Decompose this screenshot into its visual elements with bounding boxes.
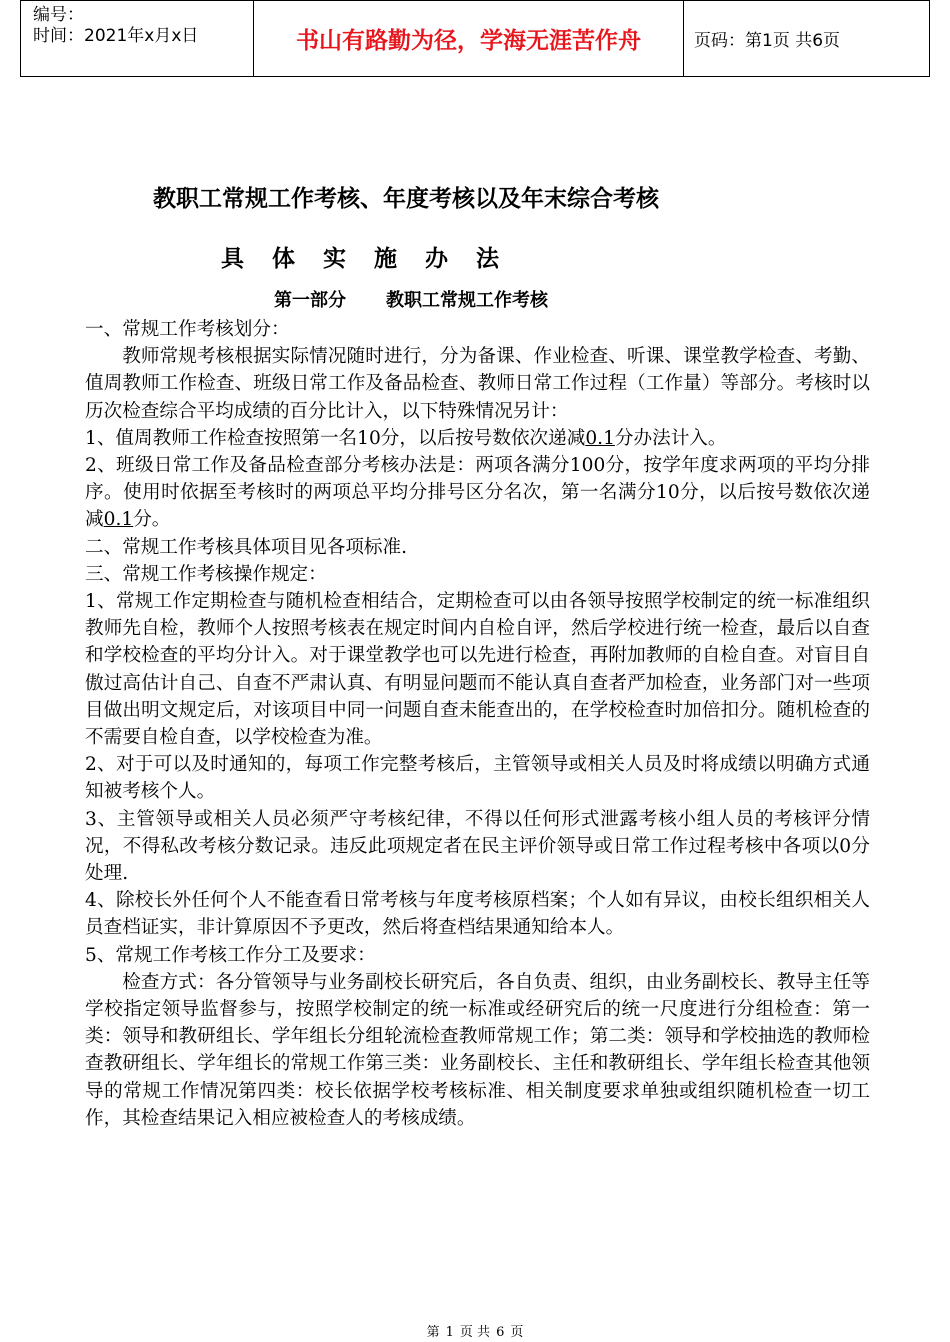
item-1 bbox=[85, 425, 870, 452]
rule-5: 5、常规工作考核工作分工及要求： bbox=[85, 944, 376, 966]
item-1-value: 0.1 bbox=[585, 427, 615, 449]
item-1-end: 分办法计入。 bbox=[614, 427, 727, 449]
item-1-text: 1、值周教师工作检查按照第一名10分，以后按号数依次递减 bbox=[85, 427, 586, 449]
paragraph-1: 教师常规考核根据实际情况随时进行，分为备课、作业检查、听课、课堂教学检查、考勤、值周教师工作检查、班级日常工作及备品检查、教师日常工作过程（工作量）等部分。考核时以历次检查综合平均成绩的百分比计入，以下特殊情况另计： bbox=[85, 346, 870, 422]
document-title: 教职工常规工作考核、年度考核以及年末综合考核 bbox=[153, 186, 659, 212]
part-label: 第一部分 bbox=[274, 290, 346, 311]
number-label: 编号： bbox=[33, 5, 84, 25]
document-subtitle: 具体实施办法 bbox=[221, 246, 527, 272]
section-heading-1: 一、常规工作考核划分： bbox=[85, 319, 290, 340]
rule-1: 1、常规工作定期检查与随机检查相结合，定期检查可以由各领导按照学校制定的统一标准组织教师先自检，教师个人按照考核表在规定时间内自检自评，然后学校进行统一检查，最后以自查和学校检查的平均分计入。对于课堂教学也可以先进行检查，再附加教师的自检自查。对盲目自傲过高估计自己、自查不严肃认真、有明显问题而不能认真自查者严加检查，业务部门对一些项目做出明文规定后，对该项目中同一问题自查未能查出的，在学校检查时加倍扣分。随机检查的不需要自检自查，以学校检查为准。 bbox=[85, 591, 870, 749]
item-2-end: 分。 bbox=[133, 509, 171, 531]
header-motto: 书山有路勤为径，学海无涯苦作舟 bbox=[254, 1, 684, 76]
rule-2: 2、对于可以及时通知的，每项工作完整考核后，主管领导或相关人员及时将成绩以明确方式通知被考核个人。 bbox=[85, 754, 870, 803]
page-footer bbox=[0, 1321, 950, 1340]
footer-page: 1 bbox=[445, 1325, 454, 1340]
header-page-info: 页码：第1页 共6页 bbox=[694, 31, 841, 51]
item-2-value: 0.1 bbox=[103, 509, 134, 531]
paragraph-2: 检查方式：各分管领导与业务副校长研究后，各自负责、组织，由业务副校长、教导主任等学校指定领导监督参与，按照学校制定的统一标准或经研究后的统一尺度进行分组检查：第一类：领导和教研组长、学年组长分组轮流检查教师常规工作；第二类：领导和学校抽选的教师检查教研组长、学年组长的常规工作第三类：业务副校长、主任和教研组长、学年组长检查其他领导的常规工作情况第四类：校长依据学校考核标准、相关制度要求单独或组织随机检查一切工作，其检查结果记入相应被检查人的考核成绩。 bbox=[85, 971, 870, 1129]
rule-3: 3、主管领导或相关人员必须严守考核纪律，不得以任何形式泄露考核小组人员的考核评分情况，不得私改考核分数记录。违反此项规定者在民主评价领导或日常工作过程考核中各项以0分处理. bbox=[85, 808, 870, 885]
section-heading-3: 三、常规工作考核操作规定： bbox=[85, 563, 327, 585]
page-header bbox=[20, 0, 930, 77]
footer-prefix: 第 bbox=[426, 1325, 440, 1340]
date-label: 时间：2021年x月x日 bbox=[33, 26, 199, 46]
document-body bbox=[85, 316, 870, 1132]
footer-mid: 页 共 bbox=[459, 1325, 491, 1340]
header-meta bbox=[21, 1, 254, 76]
part-title: 教职工常规工作考核 bbox=[386, 290, 548, 311]
rule-4: 4、除校长外任何个人不能查看日常考核与年度考核原档案；个人如有异议，由校长组织相关人员查档证实，非计算原因不予更改，然后将查档结果通知给本人。 bbox=[85, 890, 870, 939]
section-heading-2: 二、常规工作考核具体项目见各项标准. bbox=[85, 536, 408, 558]
item-2-text: 2、班级日常工作及备品检查部分考核办法是：两项各满分100分，按学年度求两项的平均分排序。使用时依据至考核时的两项总平均分排号区分名次，第一名满分10分，以后按号数依次递减 bbox=[85, 455, 870, 531]
part-heading bbox=[274, 286, 548, 312]
footer-total: 6 bbox=[496, 1325, 505, 1340]
footer-suffix: 页 bbox=[510, 1325, 524, 1340]
item-2 bbox=[85, 452, 870, 534]
